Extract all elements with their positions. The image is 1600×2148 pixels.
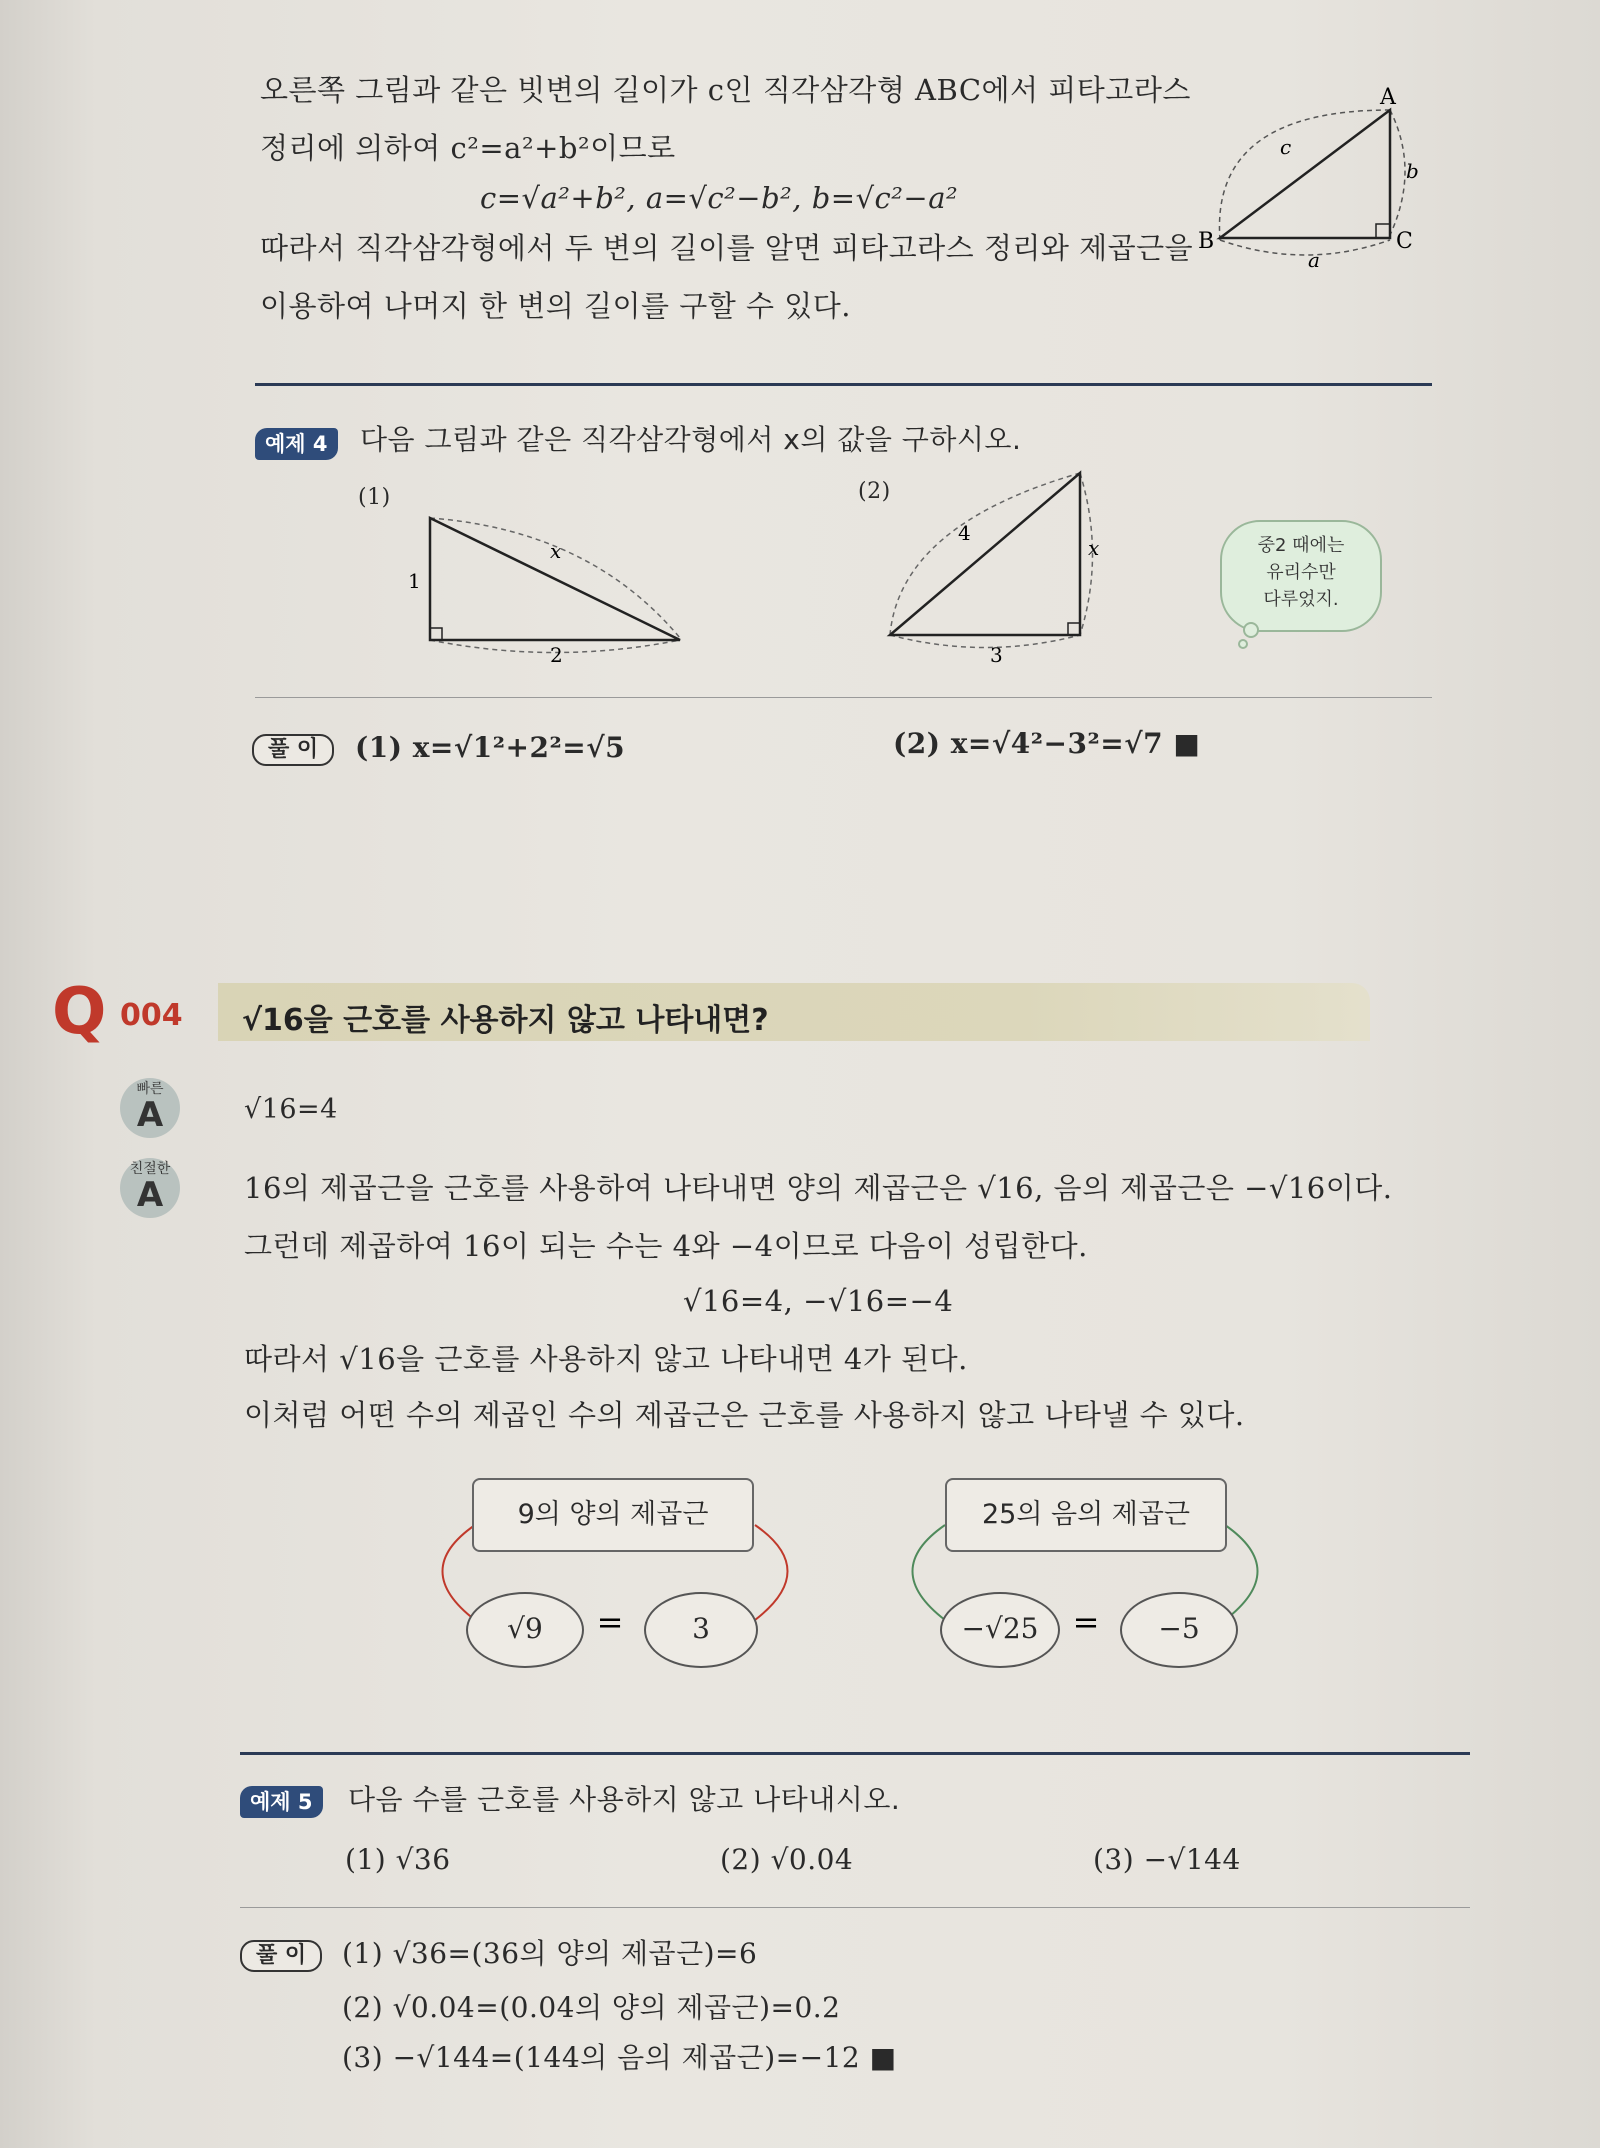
fig1-side-a: 1 (408, 569, 421, 593)
fig2-side: x (1088, 536, 1100, 560)
kind-answer-icon (120, 1158, 180, 1218)
example5-item-1: (1) √36 (345, 1843, 451, 1876)
side-b-label: b (1406, 159, 1419, 183)
example4-divider (255, 697, 1432, 698)
example5-item-3: (3) −√144 (1093, 1843, 1241, 1876)
intro-line-2: 정리에 의하여 c²=a²+b²이므로 (260, 131, 676, 165)
quick-answer: √16=4 (244, 1094, 338, 1125)
intro-line-3: 따라서 직각삼각형에서 두 변의 길이를 알면 피타고라스 정리와 제곱근을 (260, 231, 1194, 265)
example4-figure-2 (870, 465, 1130, 675)
fig1-label: (1) (358, 485, 391, 510)
vertex-a-label: A (1380, 85, 1396, 110)
intro-line-4: 이용하여 나머지 한 변의 길이를 구할 수 있다. (260, 289, 851, 323)
vertex-c-label: C (1396, 229, 1413, 254)
kind-answer-label: 친절한 (129, 1161, 171, 1177)
positive-root-label: 9의 양의 제곱근 (472, 1478, 754, 1552)
example4-question: 다음 그림과 같은 직각삼각형에서 x의 값을 구하시오. (360, 423, 1022, 456)
example5-badge: 예제 5 (240, 1786, 323, 1818)
example5-sol-3: (3) −√144=(144의 음의 제곱근)=−12 ■ (342, 2041, 897, 2074)
hint-bubble (1220, 520, 1382, 632)
example5-divider (240, 1907, 1470, 1908)
bubble-tail (1235, 622, 1275, 652)
side-a-label: a (1308, 248, 1320, 272)
example4-sol-1: (1) x=√1²+2²=√5 (355, 731, 626, 764)
section-divider (255, 383, 1432, 386)
kind-equation: √16=4, −√16=−4 (683, 1284, 954, 1318)
intro-line-1: 오른쪽 그림과 같은 빗변의 길이가 c인 직각삼각형 ABC에서 피타고라스 (260, 73, 1191, 107)
example5-question: 다음 수를 근호를 사용하지 않고 나타내시오. (348, 1783, 901, 1816)
quick-answer-letter: A (136, 1095, 164, 1135)
bubble-line-1: 중2 때에는 (1257, 535, 1345, 556)
quick-answer-icon (120, 1078, 180, 1138)
intro-formula: c=√a²+b², a=√c²−b², b=√c²−a² (480, 181, 959, 215)
fig2-hyp: 4 (958, 521, 971, 545)
kind-paragraph-3: 따라서 √16을 근호를 사용하지 않고 나타내면 4가 된다. (244, 1342, 968, 1376)
kind-answer-letter: A (136, 1175, 164, 1215)
kind-paragraph-1: 16의 제곱근을 근호를 사용하여 나타내면 양의 제곱근은 √16, 음의 제곱근은 −√16이다. (244, 1171, 1393, 1205)
fig2-label: (2) (858, 479, 891, 504)
fig2-base: 3 (990, 643, 1003, 667)
example4-figure-1 (390, 500, 710, 680)
kind-paragraph-2: 그런데 제곱하여 16이 되는 수는 4와 −4이므로 다음이 성립한다. (244, 1229, 1088, 1263)
question-title: √16을 근호를 사용하지 않고 나타내면? (242, 1003, 769, 1038)
right-rhs-oval: −5 (1120, 1592, 1238, 1668)
bubble-line-3: 다루었지. (1263, 589, 1339, 610)
side-c-label: c (1280, 135, 1292, 159)
triangle-abc-figure (1180, 70, 1440, 290)
left-lhs-oval: √9 (466, 1592, 584, 1668)
example4-sol-2: (2) x=√4²−3²=√7 ■ (893, 727, 1201, 760)
fig1-hyp: x (550, 539, 562, 563)
example4-solution-badge: 풀 이 (252, 734, 334, 766)
kind-paragraph-4: 이처럼 어떤 수의 제곱인 수의 제곱근은 근호를 사용하지 않고 나타낼 수 있다. (244, 1398, 1245, 1432)
right-equals: = (1072, 1603, 1100, 1641)
example5-sol-1: (1) √36=(36의 양의 제곱근)=6 (342, 1937, 758, 1970)
example5-divider-top (240, 1752, 1470, 1755)
question-q-mark: Q (52, 975, 107, 1049)
bubble-line-2: 유리수만 (1266, 562, 1336, 583)
question-number: 004 (120, 998, 183, 1033)
example5-solution-badge: 풀 이 (240, 1940, 322, 1972)
quick-answer-label: 빠른 (136, 1081, 164, 1097)
example5-item-2: (2) √0.04 (720, 1843, 854, 1876)
right-lhs-oval: −√25 (940, 1592, 1060, 1668)
left-rhs-oval: 3 (644, 1592, 758, 1668)
example5-sol-2: (2) √0.04=(0.04의 양의 제곱근)=0.2 (342, 1991, 841, 2024)
fig1-side-b: 2 (550, 643, 563, 667)
left-equals: = (596, 1603, 624, 1641)
negative-root-label: 25의 음의 제곱근 (945, 1478, 1227, 1552)
vertex-b-label: B (1198, 229, 1215, 254)
example4-badge: 예제 4 (255, 428, 338, 460)
